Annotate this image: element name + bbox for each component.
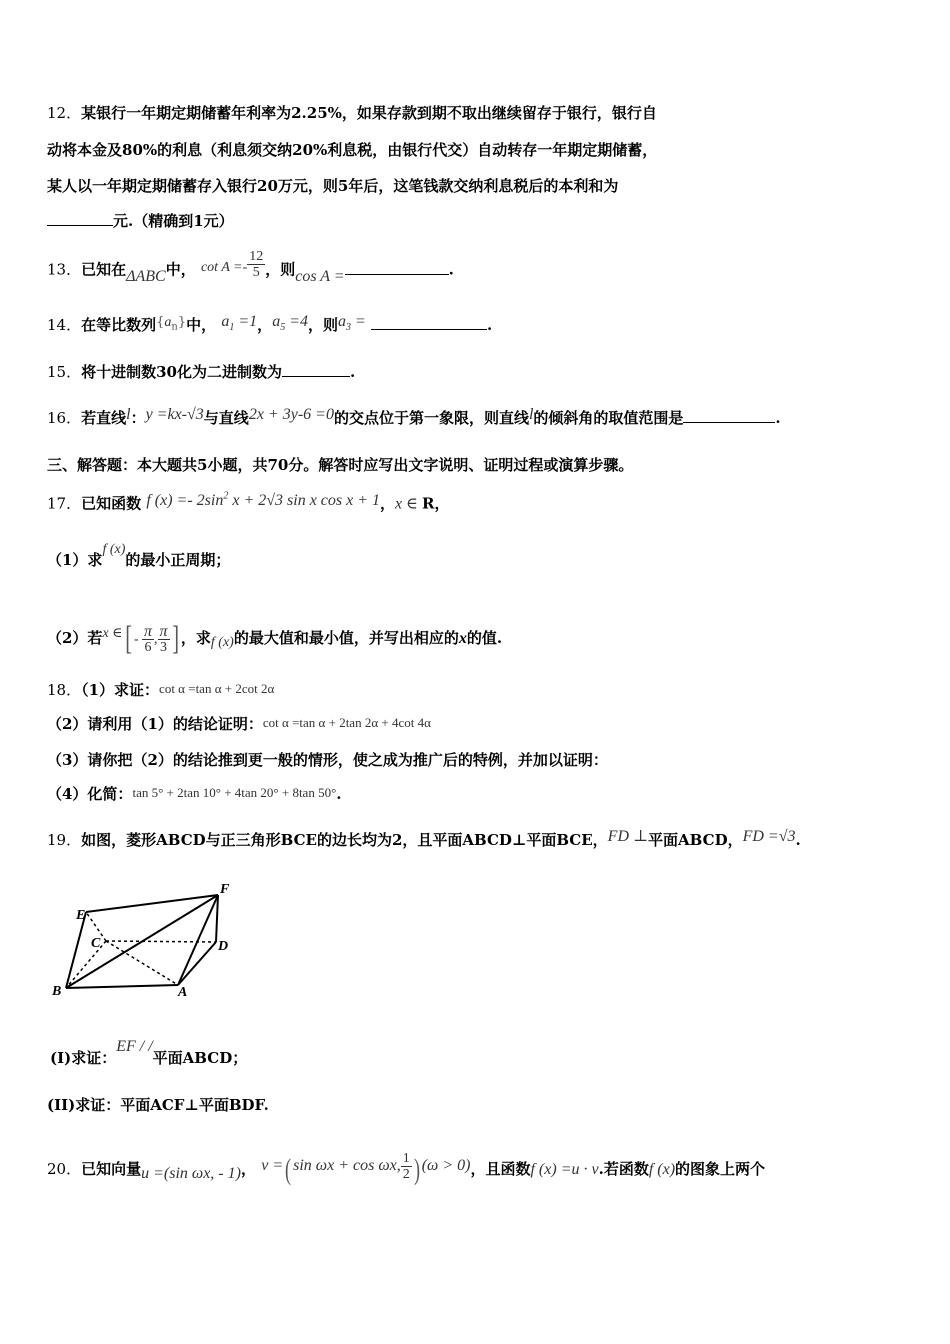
label-E: E	[76, 908, 86, 923]
q14-a5: $a_5 =4$	[272, 313, 308, 334]
q20	[47, 1150, 766, 1187]
edge-BA	[66, 985, 178, 988]
q19	[47, 830, 801, 851]
q14-a3: $a_3$ =	[338, 313, 366, 334]
q13-cot: cot A =-	[200, 259, 248, 275]
q14-text: 在等比数列	[81, 316, 157, 334]
q17-domain: x ∈	[395, 495, 422, 513]
q20-right-paren: )	[413, 1153, 420, 1186]
q18-p1-label: （1）求证：	[81, 681, 160, 699]
q14-end: .	[487, 316, 493, 334]
q20-text: 已知向量	[81, 1160, 142, 1178]
q17-frac-2: $\frac{\pi}{3}$	[159, 622, 168, 655]
q12-line-4	[47, 211, 234, 231]
q14-a1: $a_1 =1$	[221, 313, 258, 334]
label-B: B	[52, 984, 62, 998]
q17-left-bracket: [	[124, 620, 132, 657]
q17-x: x	[458, 630, 467, 647]
q15-answer-blank	[282, 362, 350, 377]
q20-omega-condition: (ω > 0)	[421, 1157, 471, 1174]
q17-p2-text: ，求	[180, 629, 211, 647]
q17-p1-label: （1）求	[47, 551, 103, 569]
q12-line-1	[47, 103, 657, 123]
q13-denominator: 5	[252, 265, 260, 280]
q16-line-l: l	[126, 406, 131, 423]
q14-comma: ，	[257, 316, 273, 334]
q13	[47, 249, 454, 286]
q18-part-1	[47, 680, 274, 701]
q17-p1-fx: f (x)	[102, 542, 126, 557]
q13-fraction	[247, 249, 265, 280]
q16-text-2: 与直线	[203, 409, 249, 427]
q20-left-paren: (	[285, 1153, 292, 1186]
q17	[47, 490, 449, 514]
q13-cos: cos A =	[295, 267, 345, 285]
q15-number: 15．	[47, 363, 82, 381]
q13-answer-blank	[345, 260, 449, 275]
q19-fd-perp: FD ⊥	[607, 828, 649, 845]
q14	[47, 315, 492, 342]
q16-text: 若直线	[81, 409, 127, 427]
q19-i1-text: 平面ABCD；	[152, 1049, 248, 1067]
q12-answer-blank	[47, 211, 113, 226]
q14-text-3: ，则	[307, 316, 338, 334]
q17-part-1	[47, 542, 231, 572]
q18-e4: tan 5° + 2tan 10° + 4tan 20° + 8tan 50°	[132, 785, 337, 800]
q20-fx: f (x)	[648, 1161, 676, 1178]
q19-part-1	[50, 1038, 248, 1069]
q20-text-2: ，且函数	[470, 1160, 531, 1178]
q16-line-l-2: l	[528, 406, 534, 423]
q18-end: .	[336, 785, 342, 803]
q16-number: 16．	[47, 409, 82, 427]
q17-p1-text: 的最小正周期；	[125, 551, 231, 569]
q13-text-3: ，则	[265, 260, 296, 279]
q17-p2-fx: f (x)	[210, 635, 234, 650]
edge-FA	[178, 895, 218, 985]
edge-EF	[86, 895, 218, 912]
q20-text-4: 的图象上两个	[675, 1160, 766, 1178]
q16-eq1: y =kx-√3	[145, 406, 204, 423]
edge-DA	[178, 942, 216, 985]
rhombus-prism-figure	[50, 878, 240, 998]
q16-colon: ：	[130, 409, 146, 427]
q17-p2-label: （2）若	[47, 629, 103, 647]
q15-text: 将十进制数30化为二进制数为	[81, 363, 282, 381]
q16-eq2: 2x + 3y-6 =0	[248, 406, 334, 423]
q12-line-2: 动将本金及80%的利息（利息须交纳20%利息税，由银行代交）自动转存一年期定期储蓄，	[47, 141, 658, 159]
q16-text-3: 的交点位于第一象限，则直线	[333, 409, 529, 427]
q16-text-4: 的倾斜角的取值范围是	[533, 409, 684, 427]
q13-text: 已知在	[81, 260, 127, 279]
q19-ef-parallel: EF / /	[116, 1038, 153, 1055]
q17-comma: ，	[380, 494, 396, 513]
q19-text-2: 平面ABCD，	[648, 831, 743, 849]
q16-end: .	[775, 409, 781, 427]
q18-part-4	[47, 784, 342, 805]
q13-numerator: 12	[249, 249, 264, 264]
label-A: A	[178, 985, 188, 998]
q17-comma-2: ，	[434, 494, 450, 513]
q13-text-2: 中，	[165, 260, 196, 279]
q20-half: $\frac{1}{2}$	[402, 1150, 410, 1182]
q19-text: 如图，菱形ABCD与正三角形BCE的边长均为2，且平面ABCD⊥平面BCE，	[81, 831, 608, 849]
q20-v-components: sin ωx + cos ωx,	[293, 1157, 401, 1174]
q17-text: 已知函数	[81, 494, 142, 513]
q17-frac-1: $\frac{\pi}{6}$	[144, 622, 153, 655]
q19-part-2: (II)求证：平面ACF⊥平面BDF.	[47, 1096, 269, 1114]
q17-R: R	[422, 494, 435, 513]
q17-right-bracket: ]	[171, 620, 179, 657]
q14-text-2: 中，	[186, 316, 217, 334]
q13-end: .	[448, 260, 454, 279]
q18-part-2	[47, 714, 431, 735]
q14-answer-blank	[371, 315, 487, 330]
q18-number: 18．	[47, 681, 82, 699]
q18-p2-label: （2）请利用（1）的结论证明：	[47, 715, 263, 733]
label-F: F	[220, 882, 230, 897]
q17-p2-text-3: 的值.	[466, 629, 503, 647]
q17-number: 17．	[47, 494, 82, 513]
q17-minus: -	[133, 632, 143, 647]
q19-i1-label: (I)求证：	[50, 1049, 117, 1067]
q19-fd-value: FD =√3	[742, 828, 796, 845]
q19-number: 19．	[47, 831, 82, 849]
q17-p2-x: x ∈	[102, 626, 123, 641]
edge-CA-hidden	[106, 941, 178, 985]
q20-text-3: .若函数	[598, 1160, 649, 1178]
q16-answer-blank	[683, 408, 775, 423]
q18-part-3: （3）请你把（2）的结论推到更一般的情形，使之成为推广后的特例，并加以证明：	[47, 751, 608, 769]
q15-end: .	[349, 363, 356, 381]
q19-end: .	[795, 831, 801, 849]
q17-p2-text-2: 的最大值和最小值，并写出相应的	[233, 629, 459, 647]
edge-CD-hidden	[106, 941, 216, 942]
q18-e2: cot α =tan α + 2tan 2α + 4cot 4α	[262, 715, 431, 730]
q17-part-2: （2）若x ∈[ - $\frac{\pi}{6}$ , $\frac{\pi}{3}$ ] ，求f (x)的最大值和最小值，并写出相应的x的值.	[47, 620, 503, 657]
q20-number: 20．	[47, 1160, 82, 1178]
q18-p4-label: （4）化简：	[47, 785, 133, 803]
q13-number: 13．	[47, 260, 82, 279]
q12-line-3: 某人以一年期定期储蓄存入银行20万元，则5年后，这笔钱款交纳利息税后的本利和为	[47, 177, 619, 195]
label-D: D	[218, 939, 229, 954]
label-C: C	[91, 936, 101, 951]
q20-vector-u: u =(sin ωx, - 1)	[141, 1165, 241, 1182]
q20-vector-v: v =	[261, 1157, 284, 1174]
q17-function: f $(x) =- 2\sin^2$ x + 2√3 sin x cos x + 1	[146, 491, 381, 510]
q12-text-4: 元.（精确到1元）	[113, 212, 234, 230]
q13-triangle: ΔABC	[126, 267, 166, 285]
q12-number: 12．	[47, 104, 82, 122]
section-3-heading: 三、解答题：本大题共5小题，共70分。解答时应写出文字说明、证明过程或演算步骤。	[47, 456, 634, 474]
q18-e1: cot α =tan α + 2cot 2α	[159, 681, 275, 696]
edge-FD	[216, 895, 218, 942]
q15	[47, 362, 355, 382]
q16	[47, 408, 781, 429]
q20-fx-def: f (x) =u · v	[530, 1161, 599, 1178]
q14-number: 14．	[47, 316, 82, 334]
q14-sequence: $\{a_n\}$	[156, 315, 187, 333]
q20-comma: ，	[240, 1160, 256, 1178]
q12-text-1: 某银行一年期定期储蓄年利率为2.25%，如果存款到期不取出继续留存于银行，银行自	[81, 104, 657, 122]
